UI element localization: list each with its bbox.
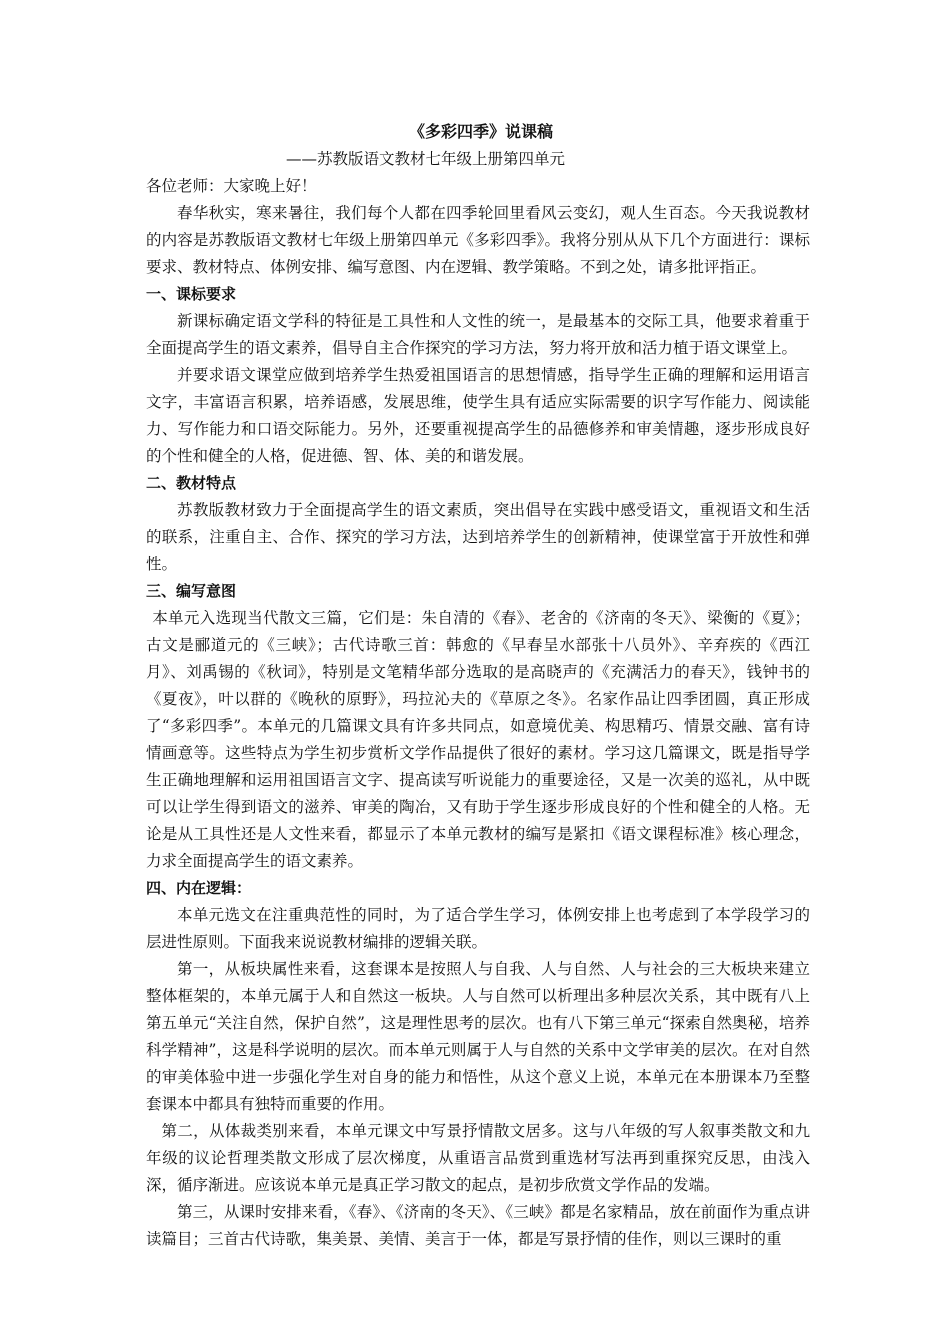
- section-heading-4: 四、内在逻辑：: [146, 879, 252, 897]
- document-subtitle: ——苏教版语文教材七年级上册第四单元: [286, 150, 566, 168]
- section-heading-1: 一、课标要求: [146, 285, 237, 303]
- section-3-paragraph-1: 本单元入选现当代散文三篇，它们是：朱自清的《春》、老舍的《济南的冬天》、梁衡的《夏》；古文是郦道元的《三峡》；古代诗歌三首：韩愈的《早春呈水部张十八员外》、辛弃疾的《西江月》、刘禹锡的《秋词》，特别是文笔精华部分选取的是高晓声的《充满活力的春天》，钱钟书的《夏夜》，叶以群的《晚秋的原野》，玛拉沁夫的《草原之冬》。名家作品让四季团圆，真正形成了“多彩四季”。本单元的几篇课文具有许多共同点，如意境优美、构思精巧、情景交融、富有诗情画意等。这些特点为学生初步赏析文学作品提供了很好的素材。学习这几篇课文，既是指导学生正确地理解和运用祖国语言文字、提高读写听说能力的重要途径，又是一次美的巡礼，从中既可以让学生得到语文的滋养、审美的陶冶，又有助于学生逐步形成良好的个性和健全的人格。无论是从工具性还是人文性来看，都显示了本单元教材的编写是紧扣《语文课程标准》核心理念，力求全面提高学生的语文素养。: [146, 609, 810, 870]
- intro-paragraph: 春华秋实，寒来暑往，我们每个人都在四季轮回里看风云变幻，观人生百态。今天我说教材的内容是苏教版语文教材七年级上册第四单元《多彩四季》。我将分别从从下几个方面进行：课标要求、教材特点、体例安排、编写意图、内在逻辑、教学策略。不到之处，请多批评指正。: [146, 204, 810, 276]
- section-1-paragraph-1: 新课标确定语文学科的特征是工具性和人文性的统一，是最基本的交际工具，他要求着重于全面提高学生的语文素养，倡导自主合作探究的学习方法，努力将开放和活力植于语文课堂上。: [146, 312, 810, 357]
- section-4-paragraph-4: 第三，从课时安排来看，《春》、《济南的冬天》、《三峡》都是名家精品，放在前面作为重点讲读篇目；三首古代诗歌，集美景、美情、美言于一体，都是写景抒情的佳作，则以三课时的重: [146, 1203, 810, 1248]
- document-title: 《多彩四季》说课稿: [408, 122, 553, 141]
- section-4-paragraph-1: 本单元选文在注重典范性的同时，为了适合学生学习，体例安排上也考虑到了本学段学习的层进性原则。下面我来说说教材编排的逻辑关联。: [146, 906, 810, 951]
- section-2-paragraph-1: 苏教版教材致力于全面提高学生的语文素质，突出倡导在实践中感受语文，重视语文和生活的联系，注重自主、合作、探究的学习方法，达到培养学生的创新精神，使课堂富于开放性和弹性。: [146, 501, 810, 573]
- section-1-paragraph-2: 并要求语文课堂应做到培养学生热爱祖国语言的思想情感，指导学生正确的理解和运用语言文字，丰富语言积累，培养语感，发展思维，使学生具有适应实际需要的识字写作能力、阅读能力、写作能力和口语交际能力。另外，还要重视提高学生的品德修养和审美情趣，逐步形成良好的个性和健全的人格，促进德、智、体、美的和谐发展。: [146, 366, 810, 465]
- document-page: [146, 118, 810, 1253]
- section-heading-3: 三、编写意图: [146, 582, 237, 600]
- section-4-paragraph-2: 第一，从板块属性来看，这套课本是按照人与自我、人与自然、人与社会的三大板块来建立整体框架的，本单元属于人和自然这一板块。人与自然可以析理出多种层次关系，其中既有八上第五单元“关注自然，保护自然”，这是理性思考的层次。也有八下第三单元“探索自然奥秘，培养科学精神”，这是科学说明的层次。而本单元则属于人与自然的关系中文学审美的层次。在对自然的审美体验中进一步强化学生对自身的能力和悟性，从这个意义上说，本单元在本册课本乃至整套课本中都具有独特而重要的作用。: [146, 960, 810, 1113]
- greeting: 各位老师：大家晚上好！: [146, 177, 317, 195]
- section-heading-2: 二、教材特点: [146, 474, 237, 492]
- section-4-paragraph-3: 第二，从体裁类别来看，本单元课文中写景抒情散文居多。这与八年级的写人叙事类散文和九年级的议论哲理类散文形成了层次梯度，从重语言品赏到重选材写法再到重探究反思，由浅入深，循序渐进。应该说本单元是真正学习散文的起点，是初步欣赏文学作品的发端。: [146, 1122, 810, 1194]
